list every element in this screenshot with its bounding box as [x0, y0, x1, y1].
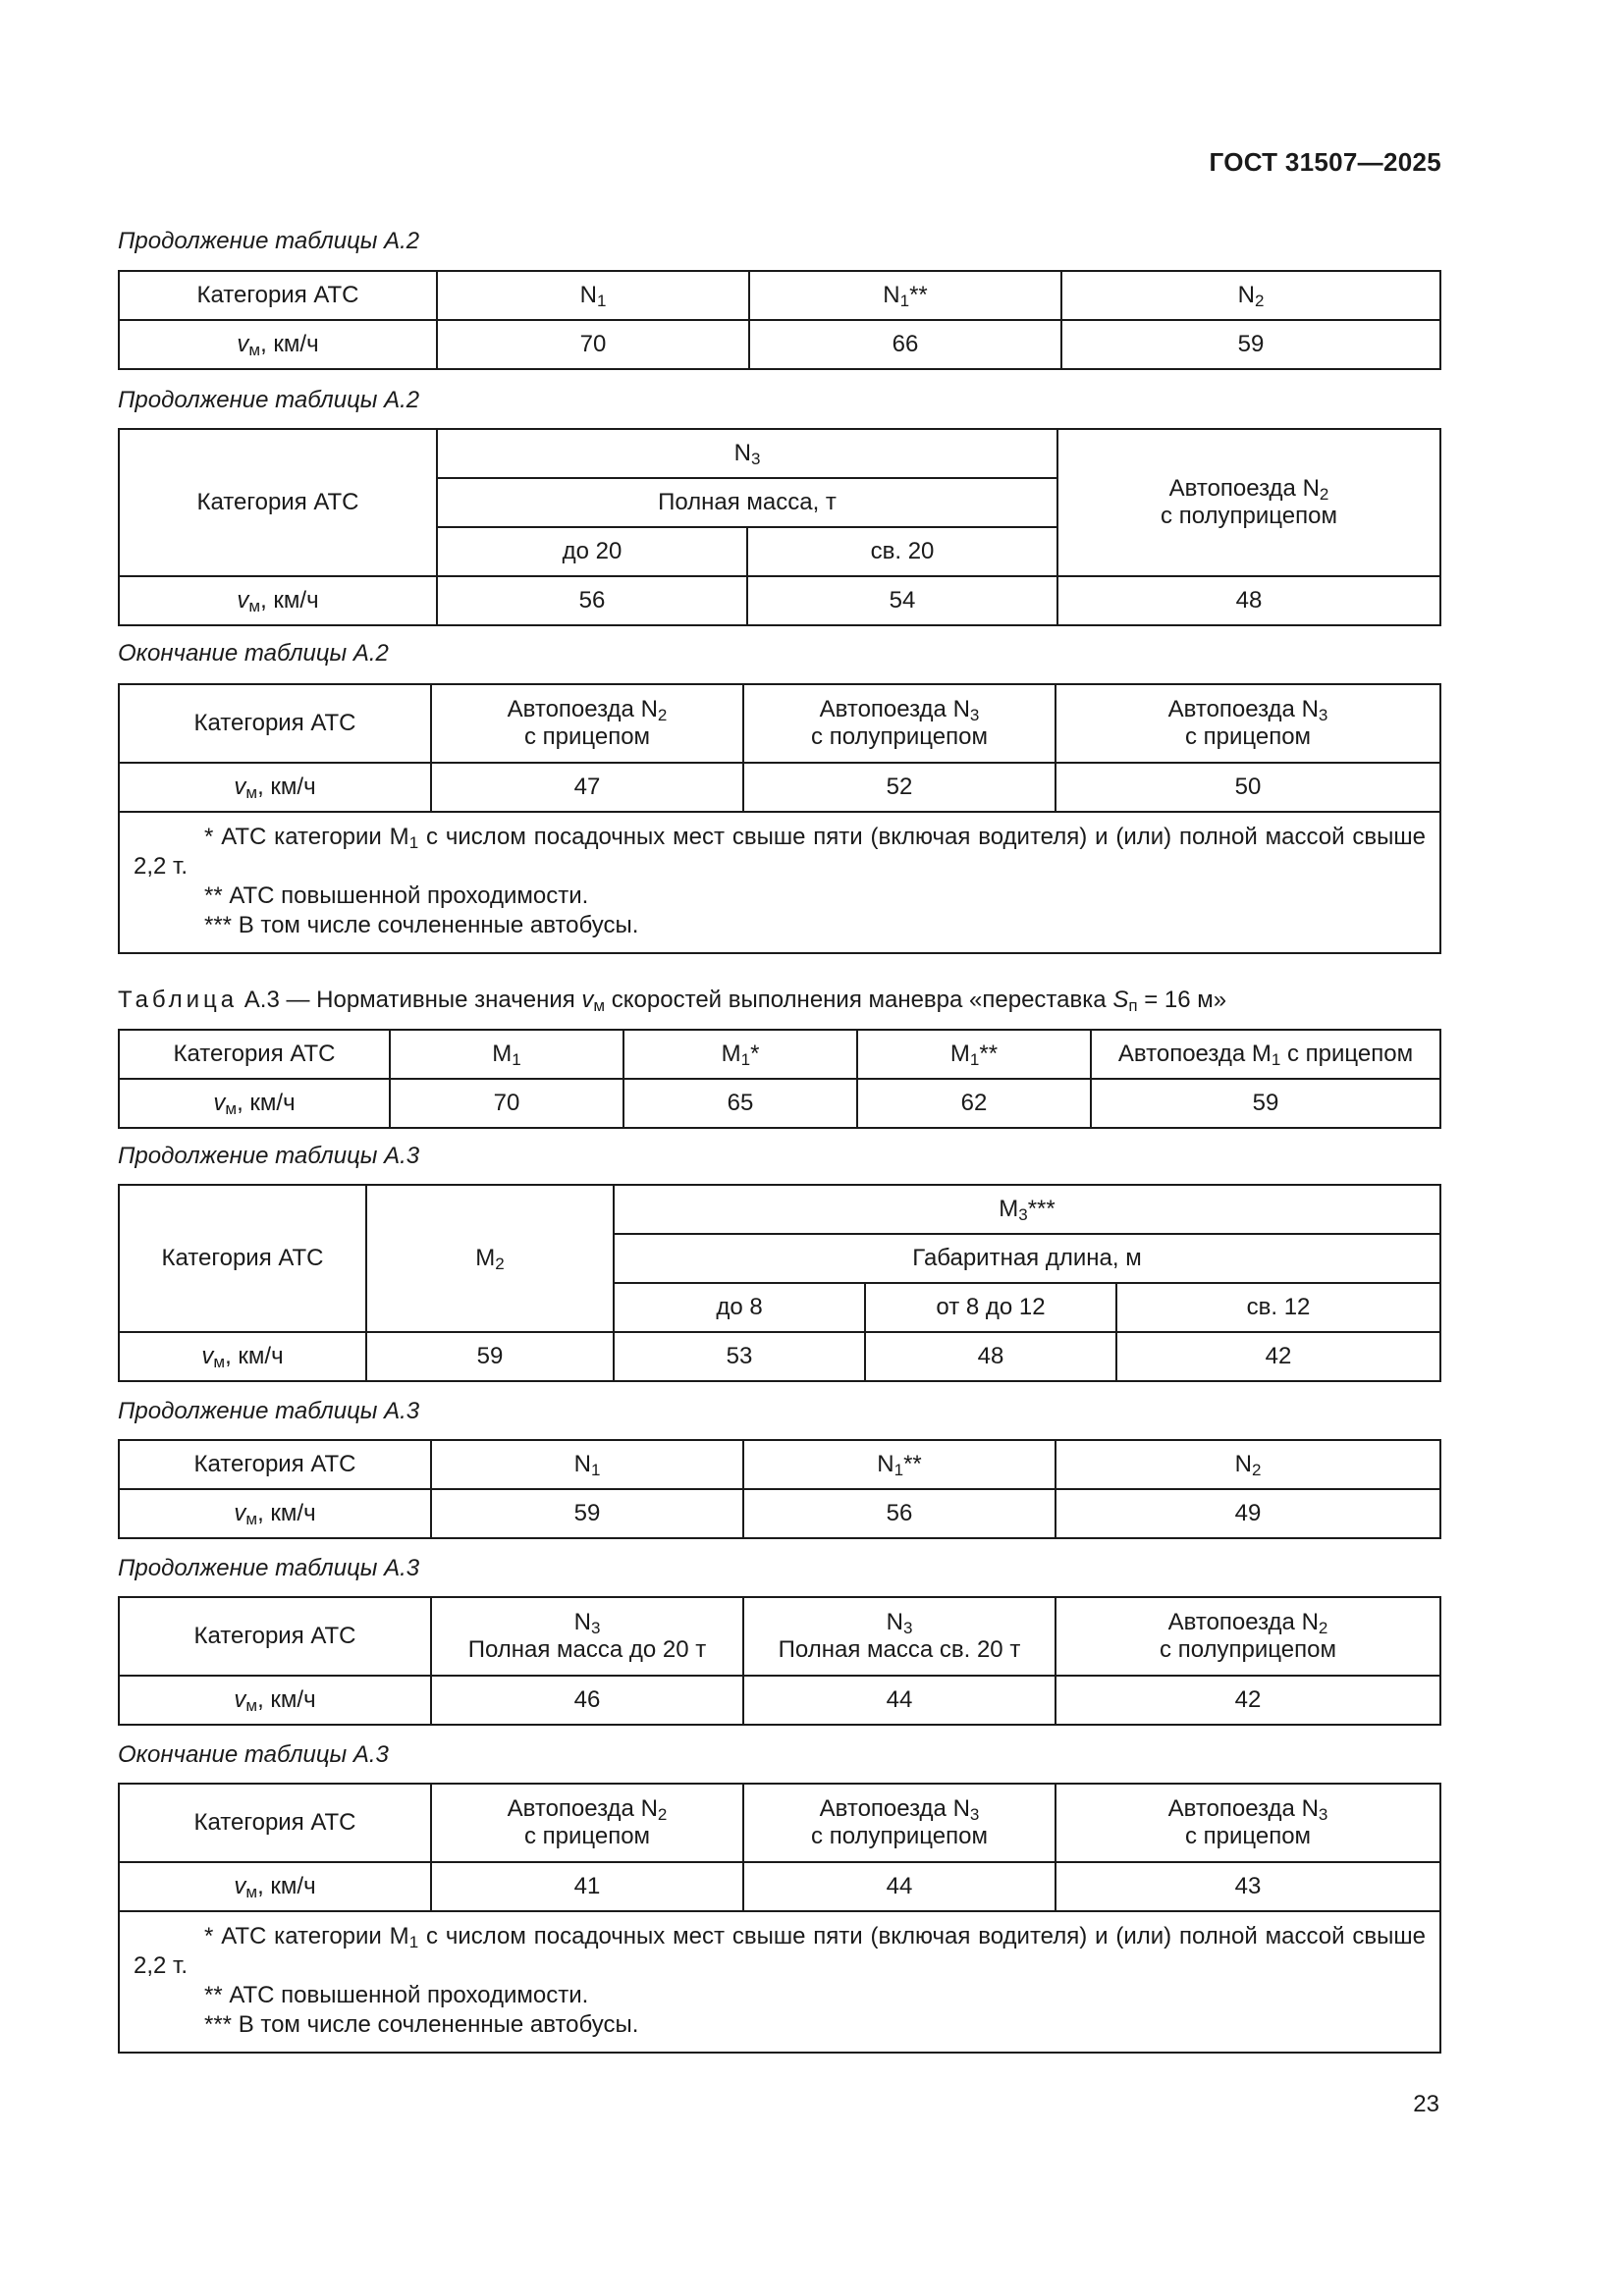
table-header-row	[119, 1185, 1440, 1234]
speed-label: $v_м$, км/ч	[119, 763, 431, 812]
speed-label: $v_м$, км/ч	[119, 1676, 431, 1725]
value-cell: 46	[431, 1676, 743, 1725]
value-cell: 50	[1056, 763, 1440, 812]
head-m1-offroad: $М_1**$	[857, 1030, 1091, 1079]
head-road-train-n3-semitrailer: Автопоезда $N_3$ с полуприцепом	[743, 1784, 1056, 1862]
speed-label: $v_м$, км/ч	[119, 1332, 366, 1381]
caption-a3-continuation-2: Продолжение таблицы А.3	[118, 1398, 420, 1424]
table-row	[119, 1862, 1440, 1911]
caption-a3-continuation-1: Продолжение таблицы А.3	[118, 1143, 420, 1169]
head-over-20: св. 20	[747, 527, 1057, 576]
head-up-to-20: до 20	[437, 527, 747, 576]
caption-a3-continuation-3: Продолжение таблицы А.3	[118, 1555, 420, 1581]
caption-a2-end: Окончание таблицы А.2	[118, 640, 389, 667]
table-a3-main	[118, 1029, 1441, 1129]
head-n2: $N_2$	[1056, 1440, 1440, 1489]
head-m3: $М_3***$	[614, 1185, 1440, 1234]
table-header-row	[119, 684, 1440, 763]
table-row	[119, 320, 1440, 369]
head-8-to-12: от 8 до 12	[865, 1283, 1116, 1332]
table-header-row	[119, 1030, 1440, 1079]
caption-a2-continuation-1: Продолжение таблицы А.2	[118, 228, 420, 254]
table-a2-part-1	[118, 270, 1441, 370]
value-cell: 43	[1056, 1862, 1440, 1911]
table-notes-row	[119, 1911, 1440, 2053]
value-cell: 48	[1057, 576, 1440, 625]
value-cell: 41	[431, 1862, 743, 1911]
head-overall-length: Габаритная длина, м	[614, 1234, 1440, 1283]
head-n3-over-20t: $N_3$ Полная масса св. 20 т	[743, 1597, 1056, 1676]
value-cell: 62	[857, 1079, 1091, 1128]
head-road-train-n2-semitrailer: Автопоезда $N_2$ с полуприцепом	[1057, 429, 1440, 576]
head-m1-star: $М_1*$	[623, 1030, 857, 1079]
speed-label: $v_м$, км/ч	[119, 1079, 390, 1128]
category-label: Категория АТС	[119, 429, 437, 576]
table-row	[119, 763, 1440, 812]
table-row	[119, 1332, 1440, 1381]
value-cell: 59	[1091, 1079, 1440, 1128]
note-2: ** АТС повышенной проходимости.	[204, 882, 589, 909]
table-a2-end	[118, 683, 1441, 954]
value-cell: 44	[743, 1676, 1056, 1725]
head-road-train-n3-trailer: Автопоезда $N_3$ с прицепом	[1056, 1784, 1440, 1862]
head-n2: $N_2$	[1061, 271, 1440, 320]
note-3: *** В том числе сочлененные автобусы.	[204, 2011, 639, 2038]
head-n1: $N_1$	[431, 1440, 743, 1489]
caption-a3: Таблица А.3 — Нормативные значения $v_м$ скоростей выполнения маневра «переставка $S_п = 16$ м»	[118, 987, 1227, 1015]
page-number: 23	[1413, 2091, 1439, 2117]
table-row	[119, 1676, 1440, 1725]
value-cell: 44	[743, 1862, 1056, 1911]
value-cell: 53	[614, 1332, 865, 1381]
category-label: Категория АТС	[119, 1030, 390, 1079]
value-cell: 66	[749, 320, 1061, 369]
value-cell: 48	[865, 1332, 1116, 1381]
table-header-row	[119, 1440, 1440, 1489]
head-road-train-m1-trailer: Автопоезда $М_1$ с прицепом	[1091, 1030, 1440, 1079]
table-header-row	[119, 271, 1440, 320]
category-label: Категория АТС	[119, 1440, 431, 1489]
category-label: Категория АТС	[119, 271, 437, 320]
head-road-train-n2-trailer: Автопоезда $N_2$ с прицепом	[431, 1784, 743, 1862]
head-m2: $М_2$	[366, 1185, 614, 1332]
speed-label: $v_м$, км/ч	[119, 1862, 431, 1911]
table-header-row	[119, 1784, 1440, 1862]
head-n1-offroad: $N_1**$	[749, 271, 1061, 320]
note-3: *** В том числе сочлененные автобусы.	[204, 912, 639, 938]
value-cell: 56	[743, 1489, 1056, 1538]
note-2: ** АТС повышенной проходимости.	[204, 1982, 589, 2008]
value-cell: 59	[1061, 320, 1440, 369]
table-a3-part-2	[118, 1439, 1441, 1539]
speed-label: $v_м$, км/ч	[119, 576, 437, 625]
table-notes-row	[119, 812, 1440, 953]
head-road-train-n2-trailer: Автопоезда $N_2$ с прицепом	[431, 684, 743, 763]
head-road-train-n2-semitrailer: Автопоезда $N_2$ с полуприцепом	[1056, 1597, 1440, 1676]
table-row	[119, 1489, 1440, 1538]
table-header-row	[119, 429, 1440, 478]
head-over-12: св. 12	[1116, 1283, 1440, 1332]
table-notes	[119, 1911, 1440, 2053]
value-cell: 59	[431, 1489, 743, 1538]
table-a3-part-3	[118, 1596, 1441, 1726]
value-cell: 47	[431, 763, 743, 812]
value-cell: 42	[1116, 1332, 1440, 1381]
value-cell: 54	[747, 576, 1057, 625]
head-road-train-n3-semitrailer: Автопоезда $N_3$ с полуприцепом	[743, 684, 1056, 763]
note-1: * АТС категории $М_1$ с числом посадочных мест свыше пяти (включая водителя) и (или) полной массой свыше 2,2 т.	[134, 1923, 1426, 1979]
table-a3-part-1	[118, 1184, 1441, 1382]
value-cell: 52	[743, 763, 1056, 812]
head-n1: $N_1$	[437, 271, 749, 320]
table-a2-part-2	[118, 428, 1441, 626]
head-n3-up-to-20t: $N_3$ Полная масса до 20 т	[431, 1597, 743, 1676]
caption-a3-end: Окончание таблицы А.3	[118, 1741, 389, 1768]
caption-a2-continuation-2: Продолжение таблицы А.2	[118, 387, 420, 413]
speed-label: $v_м$, км/ч	[119, 1489, 431, 1538]
note-1: * АТС категории $М_1$ с числом посадочных мест свыше пяти (включая водителя) и (или) полной массой свыше 2,2 т.	[134, 824, 1426, 880]
value-cell: 49	[1056, 1489, 1440, 1538]
value-cell: 65	[623, 1079, 857, 1128]
category-label: Категория АТС	[119, 684, 431, 763]
table-notes	[119, 812, 1440, 953]
value-cell: 59	[366, 1332, 614, 1381]
category-label: Категория АТС	[119, 1784, 431, 1862]
value-cell: 70	[437, 320, 749, 369]
document-code: ГОСТ 31507—2025	[1209, 147, 1441, 177]
head-m1: $М_1$	[390, 1030, 623, 1079]
head-n3: $N_3$	[437, 429, 1057, 478]
speed-label: $v_м$, км/ч	[119, 320, 437, 369]
head-full-mass: Полная масса, т	[437, 478, 1057, 527]
table-header-row	[119, 1597, 1440, 1676]
head-up-to-8: до 8	[614, 1283, 865, 1332]
value-cell: 56	[437, 576, 747, 625]
category-label: Категория АТС	[119, 1185, 366, 1332]
head-road-train-n3-trailer: Автопоезда $N_3$ с прицепом	[1056, 684, 1440, 763]
table-row	[119, 1079, 1440, 1128]
table-row	[119, 576, 1440, 625]
table-a3-end	[118, 1783, 1441, 2054]
head-n1-offroad: $N_1**$	[743, 1440, 1056, 1489]
value-cell: 42	[1056, 1676, 1440, 1725]
category-label: Категория АТС	[119, 1597, 431, 1676]
value-cell: 70	[390, 1079, 623, 1128]
